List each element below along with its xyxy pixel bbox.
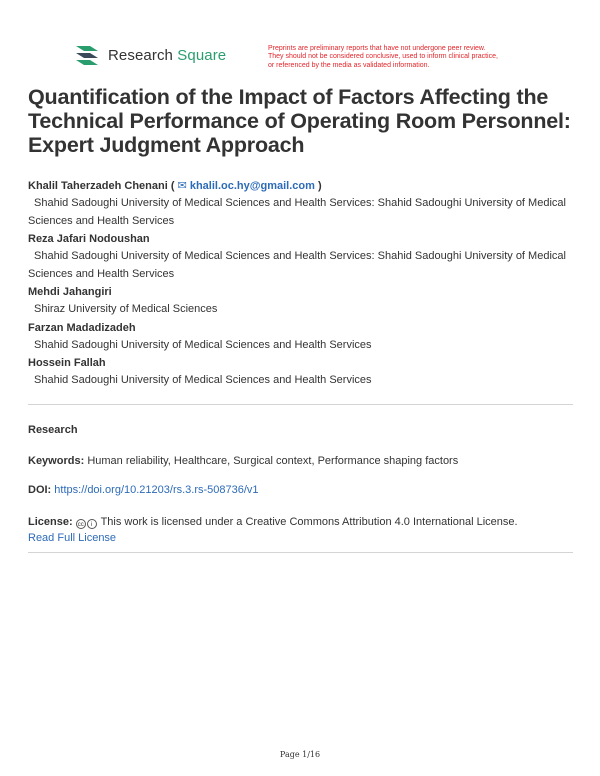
author-list (28, 178, 573, 391)
keywords-value: Human reliability, Healthcare, Surgical context, Performance shaping factors (87, 455, 459, 467)
author-name: Hossein Fallah (28, 357, 106, 369)
author-name: Reza Jafari Nodoushan (28, 233, 150, 245)
author-entry (28, 231, 573, 283)
license-text: This work is licensed under a Creative Commons Attribution 4.0 International License. (100, 516, 518, 528)
doi-link[interactable]: https://doi.org/10.21203/rs.3.rs-508736/v1 (54, 484, 259, 496)
author-name: Khalil Taherzadeh Chenani (28, 180, 168, 192)
notice-line: Preprints are preliminary reports that have not undergone peer review. (268, 45, 486, 52)
page-number: Page 1/16 (279, 750, 321, 759)
envelope-icon: ✉ (177, 180, 187, 192)
logo-text (108, 47, 226, 64)
article-type: Research (28, 424, 78, 436)
author-affiliation: Shiraz University of Medical Sciences (34, 303, 218, 315)
keywords-row (28, 455, 458, 467)
author-name: Mehdi Jahangiri (28, 286, 112, 298)
doi-row (28, 484, 259, 496)
license-row (28, 514, 573, 546)
author-entry (28, 284, 573, 319)
doi-label: DOI: (28, 484, 52, 496)
cc-icon: cc (76, 519, 86, 529)
author-email-link[interactable]: ✉ khalil.oc.hy@gmail.com (177, 180, 315, 192)
divider (28, 404, 573, 405)
author-entry (28, 355, 573, 390)
author-entry: Khalil Taherzadeh Chenani ( ✉ khalil.oc.hy@gmail.com ) Shahid Sadoughi University of Medical Sciences and Health Services: Shahid Sadoughi University of Medical Sciences and Health Services (28, 178, 573, 230)
license-label: License: (28, 516, 73, 528)
paper-title: Quantification of the Impact of Factors Affecting the Technical Performance of Operating Room Personnel: Expert Judgment Approach (28, 85, 571, 157)
keywords-label: Keywords: (28, 455, 85, 467)
author-affiliation: Shahid Sadoughi University of Medical Sciences and Health Services: Shahid Sadoughi University of Medical Sciences and Health Services (28, 250, 566, 280)
author-affiliation: Shahid Sadoughi University of Medical Sciences and Health Services (34, 374, 372, 386)
logo-word-square: Square (177, 46, 227, 64)
notice-line: They should not be considered conclusive, used to inform clinical practice, (268, 53, 498, 61)
read-full-license-link[interactable]: Read Full License (28, 532, 117, 544)
preprint-notice (268, 45, 568, 70)
logo-word-research: Research (108, 46, 173, 64)
attribution-icon: i (87, 519, 97, 529)
author-name: Farzan Madadizadeh (28, 321, 136, 334)
author-affiliation: Shahid Sadoughi University of Medical Sciences and Health Services (34, 338, 372, 351)
author-entry (28, 320, 573, 355)
logo-mark-icon (74, 44, 100, 66)
research-square-logo[interactable] (74, 44, 226, 66)
notice-line: or referenced by the media as validated information. (268, 61, 430, 69)
author-affiliation: Shahid Sadoughi University of Medical Sciences and Health Services: Shahid Sadoughi University of Medical Sciences and Health Services (28, 197, 566, 227)
divider (28, 552, 573, 553)
